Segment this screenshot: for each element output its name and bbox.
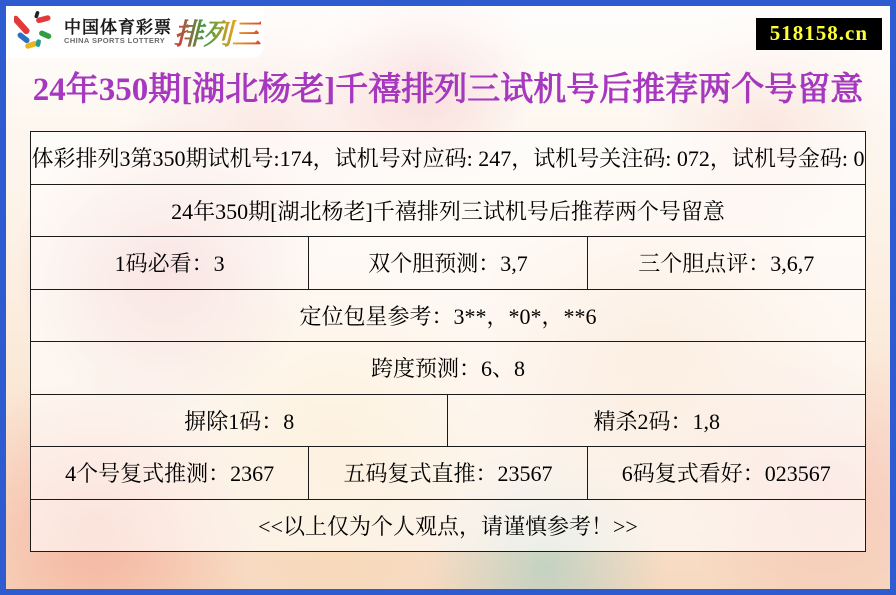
exclude-1-code: 摒除1码：8 [31, 394, 448, 447]
brand-logo [6, 6, 264, 58]
table-row [31, 499, 866, 552]
table-row [31, 342, 866, 395]
brand-product-name: 排列三 [174, 12, 261, 53]
three-dan-comment: 三个胆点评：3,6,7 [587, 237, 865, 290]
complex-4-numbers: 4个号复式推测：2367 [31, 447, 309, 500]
precise-kill-2-codes: 精杀2码：1,8 [448, 394, 866, 447]
table-row [31, 237, 866, 290]
trial-number-summary: 体彩排列3第350期试机号:174，试机号对应码: 247，试机号关注码: 072，试机号金码: 0 [31, 132, 866, 185]
disclaimer: <<以上仅为个人观点，请谨慎参考！>> [31, 499, 866, 552]
span-prediction: 跨度预测：6、8 [31, 342, 866, 395]
table-row [31, 447, 866, 500]
complex-5-codes: 五码复式直推：23567 [309, 447, 587, 500]
page-title: 24年350期[湖北杨老]千禧排列三试机号后推荐两个号留意 [32, 72, 864, 108]
double-dan-prediction: 双个胆预测：3,7 [309, 237, 587, 290]
table-row [31, 289, 866, 342]
complex-6-codes: 6码复式看好：023567 [587, 447, 865, 500]
site-badge: 518158.cn [756, 18, 882, 50]
brand-name-cn: 中国体育彩票 [64, 18, 172, 38]
table-row [31, 394, 866, 447]
lottery-logo-icon [14, 10, 58, 54]
brand-text [64, 19, 172, 45]
prediction-table [30, 131, 866, 552]
table-row [31, 132, 866, 185]
table-row [31, 184, 866, 237]
brand-name-en: CHINA SPORTS LOTTERY [64, 35, 166, 45]
positioning-star-reference: 定位包星参考：3**，*0*，**6 [31, 289, 866, 342]
table-title: 24年350期[湖北杨老]千禧排列三试机号后推荐两个号留意 [31, 184, 866, 237]
must-see-1-code: 1码必看：3 [31, 237, 309, 290]
